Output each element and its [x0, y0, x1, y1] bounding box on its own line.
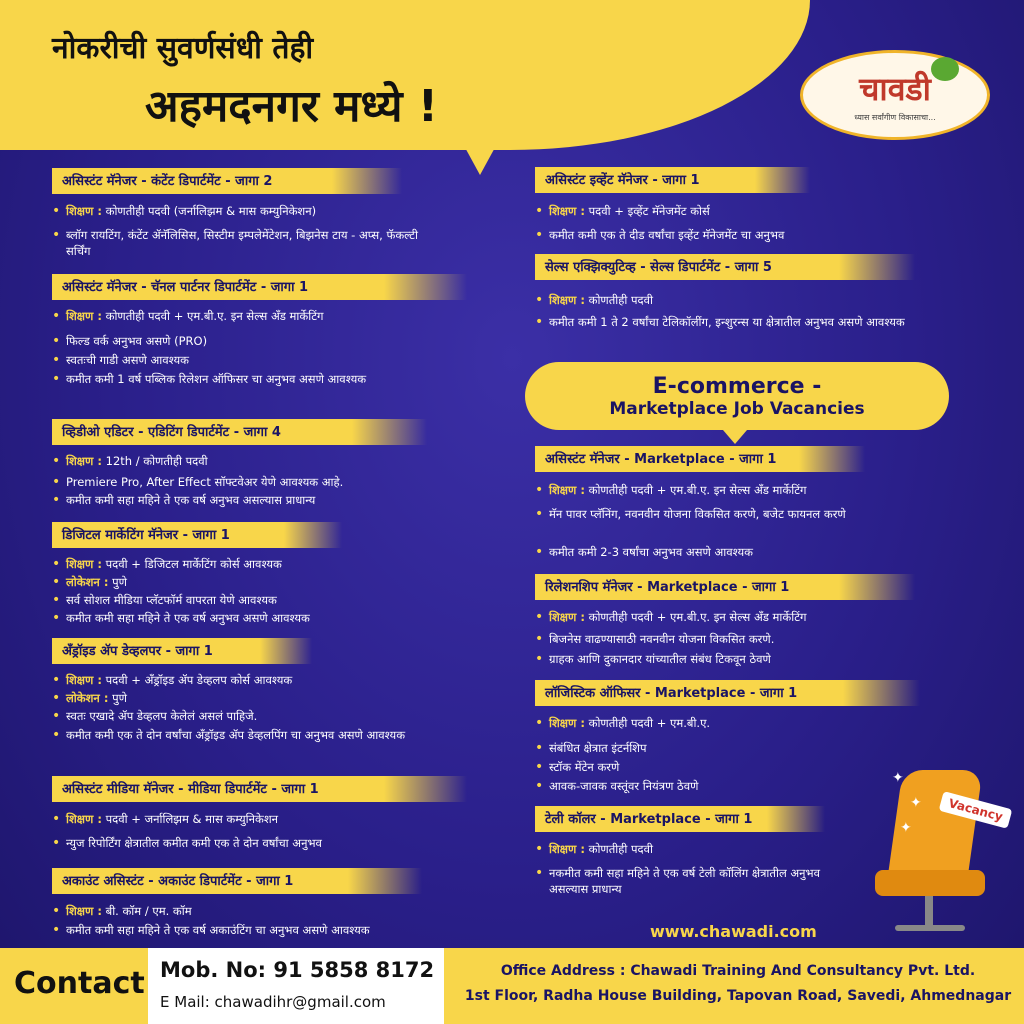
job-bullet: • कमीत कमी 2-3 वर्षांचा अनुभव असणे आवश्यक: [535, 544, 975, 560]
vacancy-tag: Vacancy: [939, 791, 1013, 829]
job-bullet: • कमीत कमी 1 ते 2 वर्षांचा टेलिकॉलींग, इन्शुरन्स या क्षेत्रातील अनुभव असणे आवश्यक: [535, 314, 915, 330]
job-bullet: • कमीत कमी सहा महिने ते एक वर्ष अनुभव असणे आवश्यक: [52, 610, 502, 626]
job-bullet: • स्वतःची गाडी असणे आवश्यक: [52, 352, 492, 368]
job-title: असिस्टंट मॅनेजर - कंटेंट डिपार्टमेंट - जागा 2: [52, 168, 402, 194]
job-bullet: • शिक्षण : कोणतीही पदवी: [535, 841, 865, 857]
headline-line1: नोकरीची सुवर्णसंधी तेही: [52, 31, 314, 66]
sparkle-icon: ✦: [892, 770, 904, 786]
job-bullet: • शिक्षण : कोणतीही पदवी: [535, 292, 975, 308]
job-bullet: • शिक्षण : कोणतीही पदवी + एम.बी.ए. इन सेल्स अँड मार्केटिंग: [535, 482, 975, 498]
job-bullet: • लोकेशन : पुणे: [52, 690, 492, 706]
job-bullet: • लोकेशन : पुणे: [52, 574, 492, 590]
job-bullet: • ब्लॉग रायटिंग, कंटेंट ॲनॅलिसिस, सिस्टीम इम्पलेमेंटेशन, बिझनेस टाय - अप्स, फॅकल्टी सर्चिंग: [52, 227, 432, 259]
sparkle-icon: ✦: [910, 795, 922, 811]
job-bullet: • शिक्षण : कोणतीही पदवी + एम.बी.ए. इन सेल्स अँड मार्केटिंग: [52, 308, 492, 324]
sparkle-icon: ✦: [900, 820, 912, 836]
job-title: डिजिटल मार्केटिंग मॅनेजर - जागा 1: [52, 522, 342, 548]
job-bullet: • शिक्षण : पदवी + डिजिटल मार्केटिंग कोर्स आवश्यक: [52, 556, 492, 572]
logo-tagline: ध्यास सर्वांगीण विकासाचा...: [854, 113, 936, 122]
job-bullet: • न्युज रिपोर्टिंग क्षेत्रातील कमीत कमी एक ते दोन वर्षांचा अनुभव: [52, 835, 502, 851]
logo-name: चावडी: [859, 70, 931, 108]
job-bullet: • संबंधित क्षेत्रात इंटर्नशिप: [535, 740, 855, 756]
job-title: टेली कॉलर - Marketplace - जागा 1: [535, 806, 825, 832]
website-link[interactable]: www.chawadi.com: [650, 922, 817, 941]
tree-icon: [931, 57, 959, 81]
job-bullet: • शिक्षण : कोणतीही पदवी (जर्नालिझम & मास कम्युनिकेशन): [52, 203, 492, 219]
job-title: लॉजिस्टिक ऑफिसर - Marketplace - जागा 1: [535, 680, 920, 706]
job-bullet: • बिजनेस वाढण्यासाठी नवनवीन योजना विकसित करणे.: [535, 631, 975, 647]
job-bullet: • Premiere Pro, After Effect सॉफ्टवेअर येणे आवश्यक आहे.: [52, 474, 502, 490]
mobile-number[interactable]: Mob. No: 91 5858 8172: [160, 958, 435, 982]
office-address-line1: Office Address : Chawadi Training And Consultancy Pvt. Ltd.: [500, 963, 976, 979]
job-bullet: • शिक्षण : पदवी + इव्हेंट मॅनेजमेंट कोर्स: [535, 203, 975, 219]
job-title: असिस्टंट मॅनेजर - Marketplace - जागा 1: [535, 446, 865, 472]
job-title: असिस्टंट मीडिया मॅनेजर - मीडिया डिपार्टमेंट - जागा 1: [52, 776, 467, 802]
job-bullet: • स्टॉक मेंटेन करणे: [535, 759, 855, 775]
job-bullet: • सर्व सोशल मीडिया प्लॅटफॉर्म वापरता येणे आवश्यक: [52, 592, 492, 608]
job-bullet: • शिक्षण : बी. कॉम / एम. कॉम: [52, 903, 492, 919]
chawadi-logo: [800, 50, 990, 140]
job-title: अकाउंट असिस्टंट - अकाउंट डिपार्टमेंट - जागा 1: [52, 868, 422, 894]
job-title: अँड्रॉइड ॲप डेव्हलपर - जागा 1: [52, 638, 312, 664]
job-bullet: • स्वतः एखादे ॲप डेव्हलप केलेलं असलं पाहिजे.: [52, 708, 492, 724]
office-chair-icon: [865, 760, 1005, 950]
headline-line2: अहमदनगर मध्ये !: [145, 81, 438, 132]
job-bullet: • कमीत कमी सहा महिने ते एक वर्ष अनुभव असल्यास प्राधान्य: [52, 492, 502, 508]
ecommerce-subtitle: Marketplace Job Vacancies: [609, 398, 865, 419]
job-bullet: • कमीत कमी एक ते दीड वर्षांचा इव्हेंट मॅनेजमेंट चा अनुभव: [535, 227, 975, 243]
job-bullet: • मॅन पावर प्लॅनिंग, नवनवीन योजना विकसित करणे, बजेट फायनल करणे: [535, 506, 895, 522]
job-bullet: • शिक्षण : कोणतीही पदवी + एम.बी.ए.: [535, 715, 975, 731]
job-bullet: • ग्राहक आणि दुकानदार यांच्यातील संबंध टिकवून ठेवणे: [535, 651, 975, 667]
job-bullet: • आवक-जावक वस्तूंवर नियंत्रण ठेवणे: [535, 778, 855, 794]
contact-label: Contact: [14, 966, 145, 1001]
job-title: सेल्स एक्झिक्युटिव्ह - सेल्स डिपार्टमेंट - जागा 5: [535, 254, 915, 280]
office-address-line2: 1st Floor, Radha House Building, Tapovan Road, Savedi, Ahmednagar: [464, 988, 1012, 1004]
job-title: व्हिडीओ एडिटर - एडिटिंग डिपार्टमेंट - जागा 4: [52, 419, 427, 445]
job-bullet: • शिक्षण : पदवी + अँड्रॉइड ॲप डेव्हलप कोर्स आवश्यक: [52, 672, 492, 688]
job-title: असिस्टंट मॅनेजर - चॅनल पार्टनर डिपार्टमेंट - जागा 1: [52, 274, 467, 300]
job-bullet: • शिक्षण : 12th / कोणतीही पदवी: [52, 453, 492, 469]
job-bullet: • शिक्षण : पदवी + जर्नालिझम & मास कम्युनिकेशन: [52, 811, 492, 827]
job-bullet: • नकमीत कमी सहा महिने ते एक वर्ष टेली कॉलिंग क्षेत्रातील अनुभव असल्यास प्राधान्य: [535, 865, 855, 897]
job-bullet: • कमीत कमी 1 वर्ष पब्लिक रिलेशन ऑफिसर चा अनुभव असणे आवश्यक: [52, 371, 452, 387]
header-bubble-tail: [450, 120, 510, 175]
job-bullet: • कमीत कमी सहा महिने ते एक वर्ष अकाउंटिंग चा अनुभव असणे आवश्यक: [52, 922, 522, 938]
job-title: रिलेशनशिप मॅनेजर - Marketplace - जागा 1: [535, 574, 915, 600]
job-bullet: • शिक्षण : कोणतीही पदवी + एम.बी.ए. इन सेल्स अँड मार्केटिंग: [535, 609, 975, 625]
ecommerce-banner: [525, 362, 949, 430]
email-address[interactable]: E Mail: chawadihr@gmail.com: [160, 993, 386, 1011]
job-bullet: • फिल्ड वर्क अनुभव असणे (PRO): [52, 333, 492, 349]
job-title: असिस्टंट इव्हेंट मॅनेजर - जागा 1: [535, 167, 810, 193]
ecommerce-title: E-commerce -: [652, 373, 822, 399]
job-bullet: • कमीत कमी एक ते दोन वर्षांचा अँड्रॉइड ॲप डेव्हलपिंग चा अनुभव असणे आवश्यक: [52, 727, 452, 743]
